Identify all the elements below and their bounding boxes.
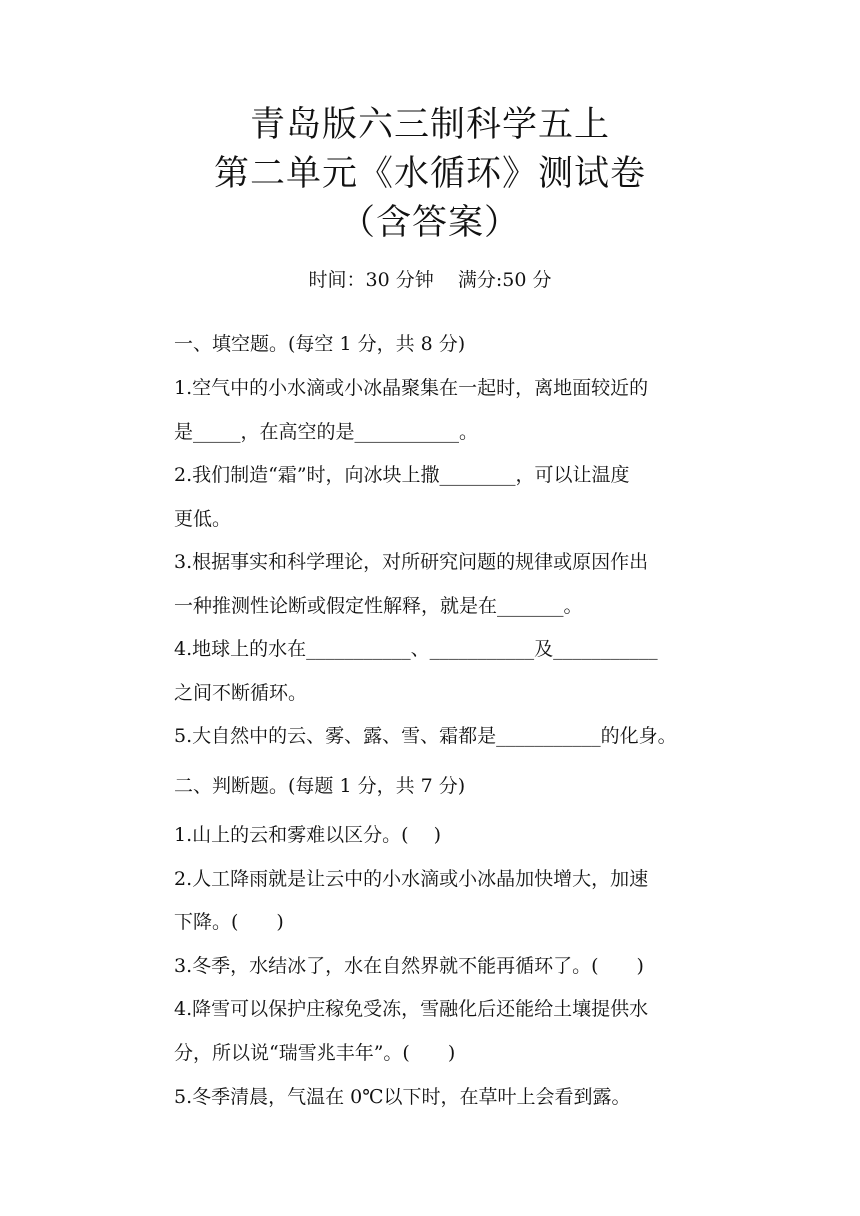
question-line: 2.我们制造“霜”时，向冰块上撒________，可以让温度 — [174, 464, 630, 486]
question-line: 4.地球上的水在___________、___________及___________ — [174, 638, 658, 660]
question-line: 下降。( ) — [174, 911, 284, 933]
question-line: 3.冬季，水结冰了，水在自然界就不能再循环了。( ) — [174, 955, 644, 977]
exam-meta: 时间：30 分钟 满分:50 分 — [308, 269, 552, 291]
question-line: 分，所以说“瑞雪兆丰年”。( ) — [174, 1042, 456, 1064]
title-line-3: （含答案） — [339, 203, 520, 243]
question-line: 1.山上的云和雾难以区分。( ) — [174, 824, 441, 846]
question-line: 4.降雪可以保护庄稼免受冻，雪融化后还能给土壤提供水 — [174, 998, 649, 1020]
question-line: 5.冬季清晨，气温在 0℃以下时，在草叶上会看到露。 — [174, 1086, 631, 1108]
title-line-2: 第二单元《水循环》测试卷 — [213, 154, 646, 194]
question-line: 之间不断循环。 — [174, 682, 308, 704]
question-line: 更低。 — [174, 508, 232, 530]
title-line-1: 青岛版六三制科学五上 — [249, 105, 610, 145]
section-1-heading: 一、填空题。(每空 1 分，共 8 分) — [174, 333, 466, 355]
question-line: 一种推测性论断或假定性解释，就是在_______。 — [174, 595, 583, 617]
section-2-heading: 二、判断题。(每题 1 分，共 7 分) — [174, 775, 466, 797]
question-line: 是_____，在高空的是___________。 — [174, 421, 479, 443]
question-line: 5.大自然中的云、雾、露、雪、霜都是___________的化身。 — [174, 725, 677, 747]
question-line: 3.根据事实和科学理论，对所研究问题的规律或原因作出 — [174, 551, 649, 573]
question-line: 1.空气中的小水滴或小冰晶聚集在一起时，离地面较近的 — [174, 377, 649, 399]
question-line: 2.人工降雨就是让云中的小水滴或小冰晶加快增大，加速 — [174, 868, 649, 890]
